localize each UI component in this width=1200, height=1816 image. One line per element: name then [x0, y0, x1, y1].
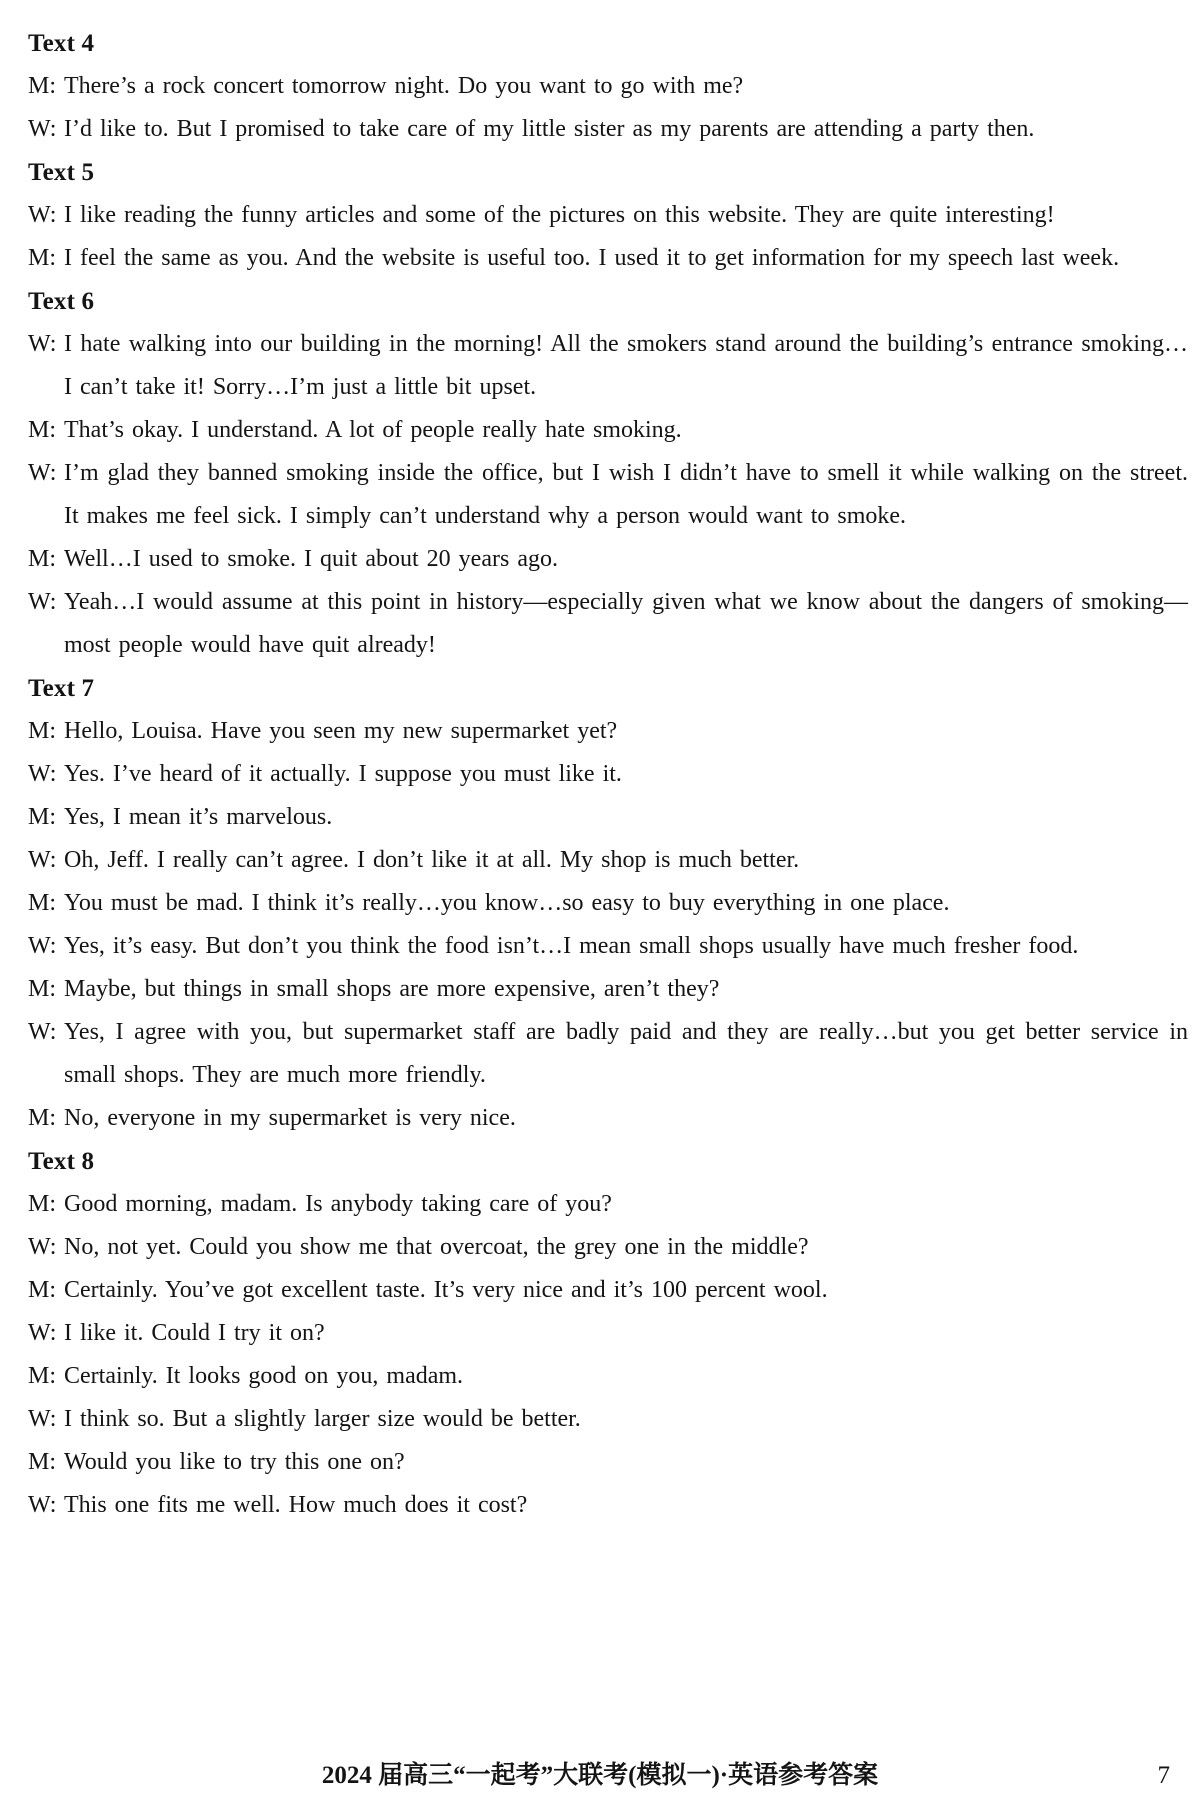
dialogue-text: Yes. I’ve heard of it actually. I suppose you must like it. [64, 761, 622, 787]
dialogue-text: I’d like to. But I promised to take care of my little sister as my parents are attending a party then. [64, 116, 1035, 142]
dialogue-text: Yes, it’s easy. But don’t you think the food isn’t…I mean small shops usually have much fresher food. [64, 933, 1079, 959]
speaker-label: W: [28, 460, 57, 486]
transcript [28, 22, 1188, 1527]
dialogue-line [28, 753, 1188, 796]
speaker-label: W: [28, 1492, 57, 1518]
speaker-label: M: [28, 417, 57, 443]
dialogue-text: That’s okay. I understand. A lot of people really hate smoking. [64, 417, 682, 443]
speaker-label: M: [28, 1105, 57, 1131]
dialogue-text: Maybe, but things in small shops are more expensive, aren’t they? [64, 976, 720, 1002]
speaker-label: M: [28, 1449, 57, 1475]
dialogue-line [28, 409, 1188, 452]
dialogue-line [28, 237, 1188, 280]
dialogue-text: Would you like to try this one on? [64, 1449, 405, 1475]
dialogue-text: I hate walking into our building in the morning! All the smokers stand around the building’s entrance smoking…I can’t take it! Sorry…I’m just a little bit upset. [64, 331, 1188, 400]
dialogue-text: Hello, Louisa. Have you seen my new supermarket yet? [64, 718, 618, 744]
speaker-label: M: [28, 1277, 57, 1303]
speaker-label: M: [28, 890, 57, 916]
dialogue-line [28, 1011, 1188, 1097]
dialogue-line [28, 323, 1188, 409]
dialogue-text: Yes, I mean it’s marvelous. [64, 804, 333, 830]
speaker-label: W: [28, 1320, 57, 1346]
dialogue-text: Good morning, madam. Is anybody taking care of you? [64, 1191, 612, 1217]
speaker-label: W: [28, 847, 57, 873]
speaker-label: M: [28, 245, 57, 271]
speaker-label: W: [28, 116, 57, 142]
page-footer [0, 1756, 1200, 1796]
dialogue-text: Certainly. You’ve got excellent taste. It’s very nice and it’s 100 percent wool. [64, 1277, 828, 1303]
dialogue-line [28, 1398, 1188, 1441]
dialogue-text: You must be mad. I think it’s really…you know…so easy to buy everything in one place. [64, 890, 950, 916]
dialogue-line [28, 1355, 1188, 1398]
speaker-label: M: [28, 1363, 57, 1389]
section-heading: Text 6 [28, 288, 95, 315]
dialogue-text: I feel the same as you. And the website is useful too. I used it to get information for my speech last week. [64, 245, 1120, 271]
page-number: 7 [1157, 1762, 1170, 1789]
dialogue-line [28, 108, 1188, 151]
dialogue-text: Yes, I agree with you, but supermarket staff are badly paid and they are really…but you get better service in small shops. They are much more friendly. [64, 1019, 1188, 1088]
speaker-label: M: [28, 976, 57, 1002]
dialogue-line [28, 452, 1188, 538]
dialogue-line [28, 1312, 1188, 1355]
section-heading: Text 4 [28, 30, 95, 57]
speaker-label: W: [28, 1234, 57, 1260]
dialogue-line [28, 1269, 1188, 1312]
dialogue-line [28, 538, 1188, 581]
dialogue-line [28, 1183, 1188, 1226]
dialogue-text: I like it. Could I try it on? [64, 1320, 325, 1346]
speaker-label: W: [28, 933, 57, 959]
dialogue-line [28, 65, 1188, 108]
dialogue-text: Certainly. It looks good on you, madam. [64, 1363, 464, 1389]
dialogue-line [28, 925, 1188, 968]
dialogue-text: No, not yet. Could you show me that overcoat, the grey one in the middle? [64, 1234, 809, 1260]
dialogue-text: Well…I used to smoke. I quit about 20 years ago. [64, 546, 558, 572]
footer-title: 2024 届高三“一起考”大联考(模拟一)·英语参考答案 [321, 1762, 879, 1789]
dialogue-line [28, 882, 1188, 925]
speaker-label: M: [28, 546, 57, 572]
dialogue-text: I think so. But a slightly larger size would be better. [64, 1406, 581, 1432]
dialogue-text: I like reading the funny articles and some of the pictures on this website. They are quite interesting! [64, 202, 1055, 228]
dialogue-line [28, 710, 1188, 753]
dialogue-line [28, 796, 1188, 839]
speaker-label: W: [28, 1406, 57, 1432]
section-heading: Text 8 [28, 1148, 95, 1175]
speaker-label: W: [28, 761, 57, 787]
dialogue-line [28, 1226, 1188, 1269]
speaker-label: M: [28, 718, 57, 744]
dialogue-line [28, 581, 1188, 667]
dialogue-text: Yeah…I would assume at this point in history—especially given what we know about the dangers of smoking—most people would have quit already! [64, 589, 1188, 658]
dialogue-line [28, 1484, 1188, 1527]
dialogue-text: I’m glad they banned smoking inside the office, but I wish I didn’t have to smell it while walking on the street. It makes me feel sick. I simply can’t understand why a person would want to smoke. [64, 460, 1188, 529]
dialogue-line [28, 194, 1188, 237]
speaker-label: M: [28, 1191, 57, 1217]
speaker-label: W: [28, 331, 57, 357]
dialogue-text: This one fits me well. How much does it cost? [64, 1492, 528, 1518]
speaker-label: W: [28, 1019, 57, 1045]
dialogue-line [28, 1441, 1188, 1484]
dialogue-line [28, 839, 1188, 882]
dialogue-line [28, 968, 1188, 1011]
speaker-label: W: [28, 202, 57, 228]
section-heading: Text 7 [28, 675, 95, 702]
speaker-label: M: [28, 73, 57, 99]
section-heading: Text 5 [28, 159, 95, 186]
speaker-label: W: [28, 589, 57, 615]
dialogue-line [28, 1097, 1188, 1140]
dialogue-text: No, everyone in my supermarket is very nice. [64, 1105, 516, 1131]
speaker-label: M: [28, 804, 57, 830]
dialogue-text: There’s a rock concert tomorrow night. Do you want to go with me? [64, 73, 744, 99]
dialogue-text: Oh, Jeff. I really can’t agree. I don’t like it at all. My shop is much better. [64, 847, 800, 873]
